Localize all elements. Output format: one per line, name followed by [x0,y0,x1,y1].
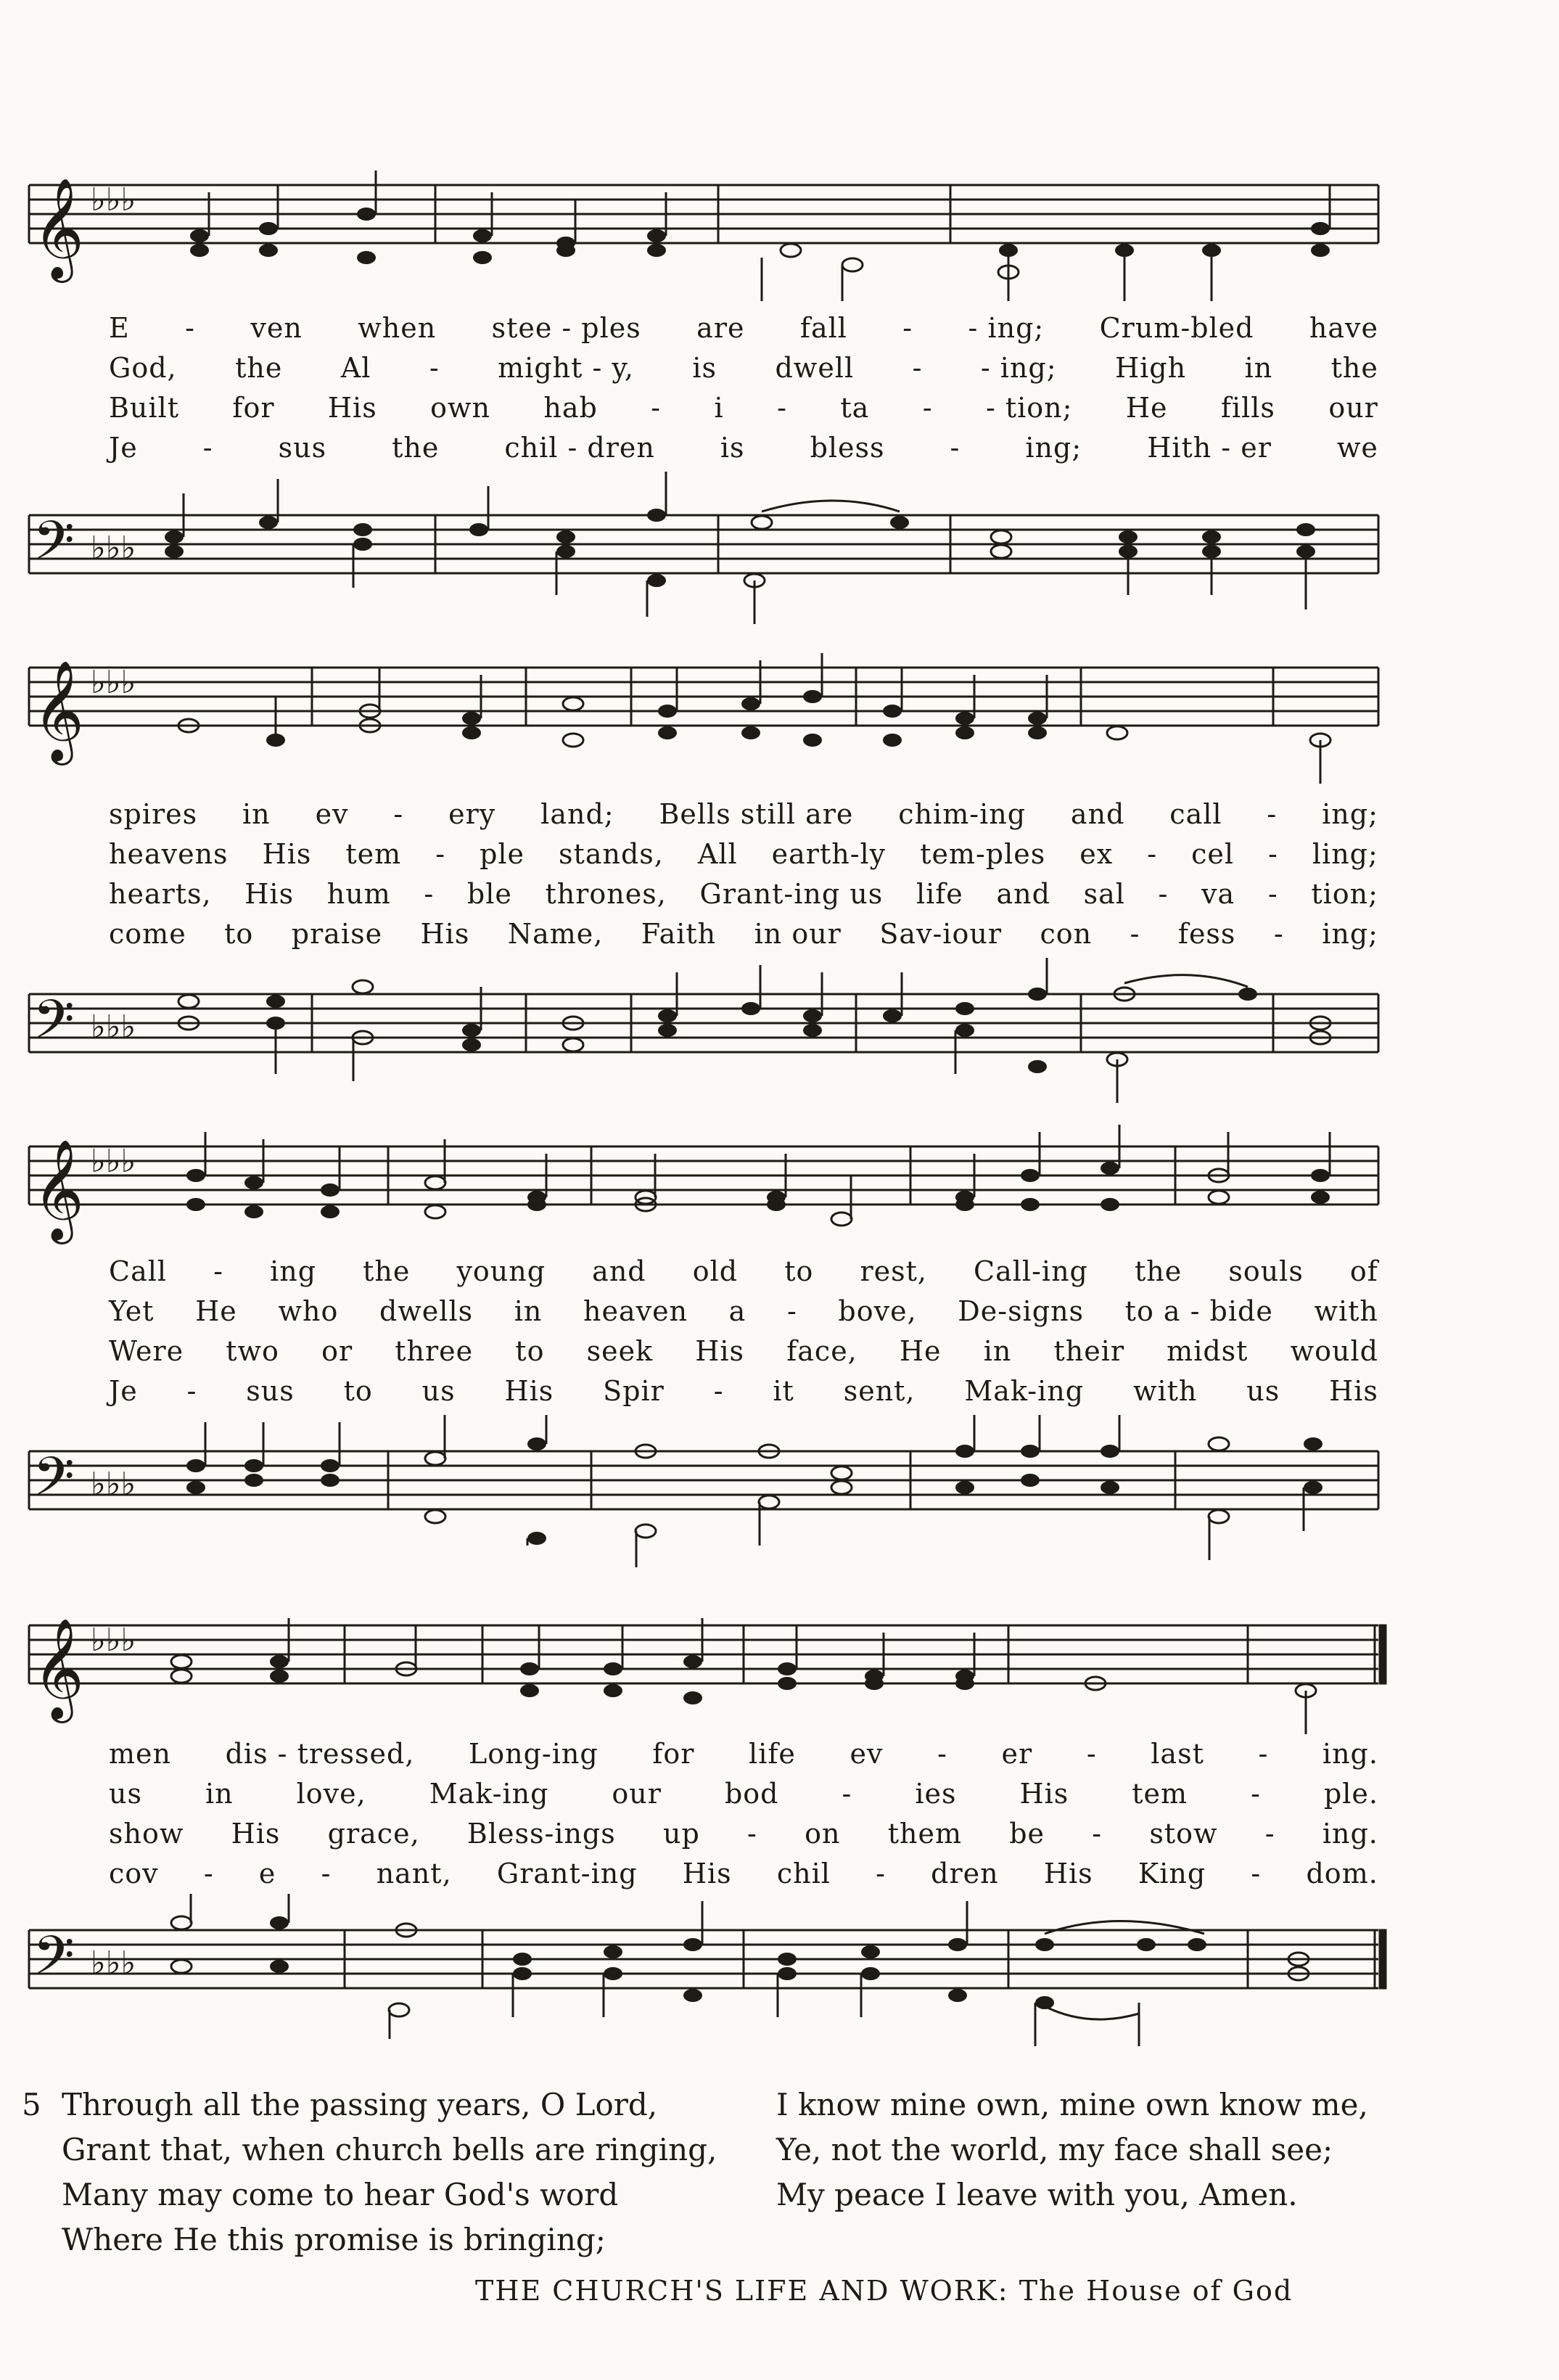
lyric-line-4-v4 [109,1858,1378,1897]
lyric-syllable: three [395,1335,474,1367]
lyric-syllable: De-signs [958,1295,1085,1327]
verse-5-left-line: Where He this promise is bringing; [62,2222,606,2257]
lyric-syllable: va [1201,878,1235,910]
lyric-syllable: it [773,1375,794,1407]
lyric-line-2-v2 [109,838,1378,878]
bass-staff-2 [0,958,1559,1117]
lyric-syllable: - [1147,838,1158,870]
lyric-syllable: Bells still are [659,798,854,830]
lyric-syllable: - ing; [968,312,1045,344]
lyric-syllable: Grant-ing us [699,878,884,910]
lyric-syllable: Faith [641,918,717,950]
lyric-syllable: souls [1228,1255,1304,1287]
verse-5-right-line: My peace I leave with you, Amen. [776,2177,1298,2212]
lyric-syllable: in [514,1295,543,1327]
lyric-syllable: stow [1149,1818,1218,1850]
lyric-syllable: - [424,878,435,910]
svg-text:𝄞: 𝄞 [33,178,84,279]
lyric-syllable: bove, [838,1295,917,1327]
lyric-syllable: or [321,1335,353,1367]
lyric-syllable: to a - bide [1124,1295,1273,1327]
lyric-syllable: tem-ples [920,838,1046,870]
lyric-syllable: - [912,352,923,384]
lyric-syllable: grace, [327,1818,420,1850]
lyric-syllable: He [195,1295,237,1327]
lyric-syllable: - tion; [985,392,1073,424]
lyric-syllable: on [805,1818,841,1850]
lyric-syllable: ev [315,798,349,830]
lyric-syllable: own [430,392,490,424]
lyric-syllable: - [876,1858,886,1889]
lyric-syllable: dis - tressed, [225,1738,415,1770]
lyric-syllable: tion; [1311,878,1378,910]
lyric-syllable: High [1115,352,1187,384]
lyric-syllable: praise [291,918,383,950]
lyric-line-2-v4 [109,918,1378,958]
lyric-syllable: ing; [1322,918,1378,950]
lyric-syllable: - [1158,878,1169,910]
lyric-syllable: their [1053,1335,1125,1367]
lyric-syllable: Je [109,432,138,464]
lyric-syllable: - [842,1778,852,1810]
lyric-syllable: God, [109,352,177,384]
svg-text:𝄢: 𝄢 [33,1445,75,1522]
treble-staff-4 [0,1589,1559,1749]
bass-staff-4 [0,1894,1559,2053]
lyric-syllable: King [1138,1858,1206,1889]
lyric-syllable: love, [296,1778,366,1810]
svg-text:𝄞: 𝄞 [33,1139,84,1240]
lyric-syllable: - [1268,838,1278,870]
lyric-syllable: - [393,798,404,830]
lyric-syllable: Built [109,392,179,424]
lyric-syllable: our [612,1778,662,1810]
treble-staff-2 [0,631,1559,791]
lyric-syllable: them [887,1818,962,1850]
lyric-syllable: His [327,392,377,424]
lyric-syllable: E [109,312,130,344]
lyric-syllable: to [224,918,254,950]
lyric-syllable: might - y, [498,352,634,384]
lyric-syllable: - [1092,1818,1103,1850]
lyric-syllable: sus [246,1375,295,1407]
lyric-line-3-v1 [109,1255,1378,1295]
lyric-syllable: - [1267,878,1278,910]
lyric-syllable: His [1329,1375,1378,1407]
svg-text:♭♭♭: ♭♭♭ [91,181,136,218]
lyric-syllable: heavens [109,838,229,870]
lyric-syllable: call [1169,798,1222,830]
lyric-syllable: for [652,1738,695,1770]
lyric-syllable: us [421,1375,456,1407]
lyric-syllable: - [202,432,213,464]
lyric-syllable: when [358,312,437,344]
lyric-syllable: Mak-ing [964,1375,1085,1407]
lyric-syllable: sal [1083,878,1125,910]
lyric-syllable: in our [754,918,842,950]
lyric-syllable: would [1290,1335,1378,1367]
lyric-syllable: - [1273,918,1284,950]
lyric-syllable: young [456,1255,546,1287]
verse-5-left-line: Through all the passing years, O Lord, [62,2087,658,2122]
lyric-syllable: - [651,392,662,424]
lyric-syllable: ing; [1025,432,1082,464]
lyric-syllable: i [714,392,724,424]
lyric-syllable: hab [543,392,598,424]
lyric-line-3-v3 [109,1335,1378,1375]
bass-staff-3 [0,1415,1559,1575]
lyric-syllable: Crum-bled [1099,312,1254,344]
lyric-syllable: - [902,312,913,344]
lyric-syllable: - [1264,1818,1275,1850]
treble-staff-3 [0,1110,1559,1270]
lyric-syllable: ery [448,798,496,830]
lyric-syllable: - [1086,1738,1097,1770]
lyric-syllable: chim-ing [898,798,1027,830]
lyric-syllable: fall [799,312,847,344]
lyric-line-2-v1 [109,798,1378,838]
lyric-syllable: Sav-iour [879,918,1002,950]
lyric-syllable: is [692,352,717,384]
verse-5-right-column [776,2082,1368,2217]
svg-text:♭♭♭: ♭♭♭ [91,1466,136,1503]
lyric-syllable: Name, [507,918,604,950]
svg-text:𝄢: 𝄢 [33,1924,75,2001]
lyric-syllable: the [363,1255,411,1287]
lyric-syllable: in [205,1778,234,1810]
verse-5-left-line: Grant that, when church bells are ringing, [62,2132,717,2167]
svg-text:𝄢: 𝄢 [33,988,75,1064]
page-footer [475,2275,1382,2307]
footer-category: THE CHURCH'S LIFE AND WORK: [475,2275,1009,2307]
lyric-syllable: - [922,392,933,424]
lyric-syllable: His [262,838,312,870]
lyric-syllable: - [186,1375,197,1407]
lyric-syllable: and [1070,798,1125,830]
lyric-syllable: two [226,1335,279,1367]
lyric-syllable: His [231,1818,281,1850]
lyric-syllable: - [937,1738,947,1770]
lyric-syllable: with [1314,1295,1378,1327]
lyric-syllable: bod [724,1778,779,1810]
lyric-syllable: ing. [1322,1818,1378,1850]
lyric-syllable: His [244,878,295,910]
lyric-syllable: hum [326,878,391,910]
lyric-syllable: e [258,1858,276,1889]
lyric-syllable: - [435,838,446,870]
lyrics-block-4 [109,1738,1378,1897]
svg-text:♭♭♭: ♭♭♭ [91,530,136,567]
lyric-syllable: the [1134,1255,1182,1287]
lyric-syllable: - [185,312,195,344]
lyric-syllable: His [682,1858,732,1889]
lyric-syllable: fess [1177,918,1236,950]
lyric-syllable: ple. [1323,1778,1378,1810]
lyric-syllable: to [515,1335,545,1367]
lyric-syllable: the [392,432,440,464]
lyric-line-1-v4 [109,432,1378,472]
lyric-syllable: come [109,918,186,950]
lyric-syllable: tem [1132,1778,1188,1810]
lyric-syllable: Grant-ing [496,1858,638,1889]
lyric-syllable: All [697,838,738,870]
lyric-syllable: Mak-ing [429,1778,549,1810]
lyrics-block-3 [109,1255,1378,1415]
lyric-syllable: Spir [603,1375,665,1407]
lyric-syllable: chil - dren [504,432,655,464]
lyrics-block-2 [109,798,1378,958]
lyric-syllable: - [777,392,787,424]
lyric-syllable: sus [278,432,327,464]
svg-text:♭♭♭: ♭♭♭ [91,1622,136,1659]
lyric-syllable: ling; [1312,838,1378,870]
lyric-syllable: Yet [109,1295,155,1327]
lyric-syllable: - [213,1255,223,1287]
lyric-syllable: last [1151,1738,1204,1770]
verse-5-right-line: I know mine own, mine own know me, [776,2087,1368,2122]
lyric-syllable: bless [810,432,885,464]
lyric-syllable: thrones, [545,878,667,910]
lyric-syllable: con [1040,918,1093,950]
lyric-syllable: cel [1191,838,1235,870]
lyric-syllable: a [728,1295,746,1327]
svg-text:𝄞: 𝄞 [33,1618,84,1719]
svg-text:𝄢: 𝄢 [33,509,75,586]
lyric-syllable: midst [1167,1335,1249,1367]
lyric-syllable: face, [786,1335,857,1367]
lyric-syllable: who [278,1295,339,1327]
lyric-syllable: - [1251,1858,1262,1889]
lyric-syllable: He [899,1335,942,1367]
lyric-syllable: dom. [1306,1858,1378,1889]
lyric-syllable: be [1009,1818,1045,1850]
lyric-syllable: stee - ples [491,312,641,344]
lyric-syllable: Je [109,1375,138,1407]
lyric-syllable: chil [776,1858,831,1889]
lyric-syllable: - [1251,1778,1261,1810]
lyric-syllable: er [1001,1738,1033,1770]
lyric-syllable: - ing; [980,352,1057,384]
lyric-syllable: of [1349,1255,1378,1287]
svg-text:♭♭♭: ♭♭♭ [91,1009,136,1046]
lyric-syllable: - [321,1858,332,1889]
lyric-syllable: Al [340,352,371,384]
lyric-syllable: His [504,1375,554,1407]
lyric-syllable: sent, [843,1375,916,1407]
lyric-syllable: ple [480,838,525,870]
bass-staff-1 [0,472,1559,631]
lyric-syllable: fills [1220,392,1275,424]
lyric-syllable: - [203,1858,214,1889]
lyric-syllable: us [109,1778,142,1810]
lyric-syllable: ble [466,878,512,910]
lyric-syllable: ies [915,1778,957,1810]
lyric-syllable: He [1125,392,1168,424]
lyric-syllable: are [696,312,745,344]
lyric-syllable: His [695,1335,745,1367]
lyric-syllable: with [1132,1375,1198,1407]
svg-text:𝄞: 𝄞 [33,660,84,761]
lyric-syllable: to [784,1255,814,1287]
svg-text:♭♭♭: ♭♭♭ [91,1945,136,1982]
lyric-syllable: in [1244,352,1273,384]
lyric-syllable: the [1330,352,1378,384]
lyric-syllable: life [916,878,963,910]
treble-staff-1 [0,156,1559,316]
lyric-syllable: - [429,352,440,384]
lyric-syllable: and [592,1255,646,1287]
lyric-syllable: stands, [559,838,664,870]
lyric-syllable: dwell [775,352,855,384]
lyric-syllable: dren [931,1858,999,1889]
lyric-syllable: Long-ing [469,1738,598,1770]
lyric-line-1-v3 [109,392,1378,432]
lyric-line-1-v1 [109,312,1378,352]
lyric-line-4-v1 [109,1738,1378,1778]
lyric-syllable: land; [540,798,614,830]
lyric-syllable: - [747,1818,757,1850]
svg-text:♭♭♭: ♭♭♭ [91,1143,136,1180]
lyric-syllable: old [692,1255,739,1287]
lyric-syllable: - [1130,918,1140,950]
lyric-syllable: His [420,918,470,950]
lyric-syllable: His [1019,1778,1069,1810]
lyric-syllable: Call [109,1255,168,1287]
lyric-syllable: heaven [583,1295,688,1327]
lyric-syllable: ing [270,1255,317,1287]
verse-5-left-line: Many may come to hear God's word [62,2177,619,2212]
lyric-line-3-v4 [109,1375,1378,1415]
lyric-syllable: - [950,432,961,464]
lyric-syllable: - [1267,798,1278,830]
lyric-syllable: show [109,1818,184,1850]
lyric-syllable: for [232,392,275,424]
footer-section: The House of God [1019,2275,1293,2307]
svg-text:♭♭♭: ♭♭♭ [91,664,136,701]
lyric-syllable: - [713,1375,724,1407]
lyric-syllable: ev [850,1738,884,1770]
lyric-syllable: men [109,1738,171,1770]
lyric-syllable: rest, [860,1255,927,1287]
lyric-syllable: Call-ing [974,1255,1088,1287]
lyric-syllable: tem [345,838,402,870]
lyric-syllable: seek [586,1335,654,1367]
lyric-syllable: to [343,1375,373,1407]
lyric-syllable: us [1246,1375,1280,1407]
lyric-syllable: our [1328,392,1378,424]
lyric-syllable: the [235,352,283,384]
lyric-line-3-v2 [109,1295,1378,1335]
lyric-syllable: His [1043,1858,1093,1889]
lyric-syllable: - [1258,1738,1269,1770]
lyric-syllable: in [983,1335,1012,1367]
lyric-syllable: up [663,1818,700,1850]
lyric-syllable: nant, [376,1858,452,1889]
lyric-line-4-v3 [109,1818,1378,1858]
lyric-syllable: ing. [1322,1738,1378,1770]
lyric-syllable: have [1309,312,1378,344]
verse-5-right-line: Ye, not the world, my face shall see; [776,2132,1333,2167]
lyric-syllable: dwells [379,1295,474,1327]
lyric-syllable: spires [109,798,198,830]
verse-number: 5 [22,2087,41,2122]
lyric-syllable: hearts, [109,878,212,910]
lyric-line-4-v2 [109,1778,1378,1818]
lyric-syllable: - [786,1295,797,1327]
lyric-syllable: ing; [1322,798,1378,830]
lyric-syllable: is [720,432,745,464]
lyric-syllable: Were [109,1335,184,1367]
lyric-syllable: ven [250,312,303,344]
lyric-syllable: earth-ly [771,838,887,870]
lyric-syllable: ta [840,392,870,424]
lyric-syllable: we [1336,432,1378,464]
lyric-syllable: Bless-ings [466,1818,616,1850]
lyric-syllable: Hith - er [1147,432,1272,464]
lyrics-block-1 [109,312,1378,472]
lyric-line-1-v2 [109,352,1378,392]
verse-5-left-column [22,2082,717,2262]
lyric-syllable: cov [109,1858,159,1889]
lyric-line-2-v3 [109,878,1378,918]
lyric-syllable: in [242,798,271,830]
lyric-syllable: ex [1079,838,1114,870]
lyric-syllable: and [996,878,1050,910]
lyric-syllable: life [749,1738,796,1770]
